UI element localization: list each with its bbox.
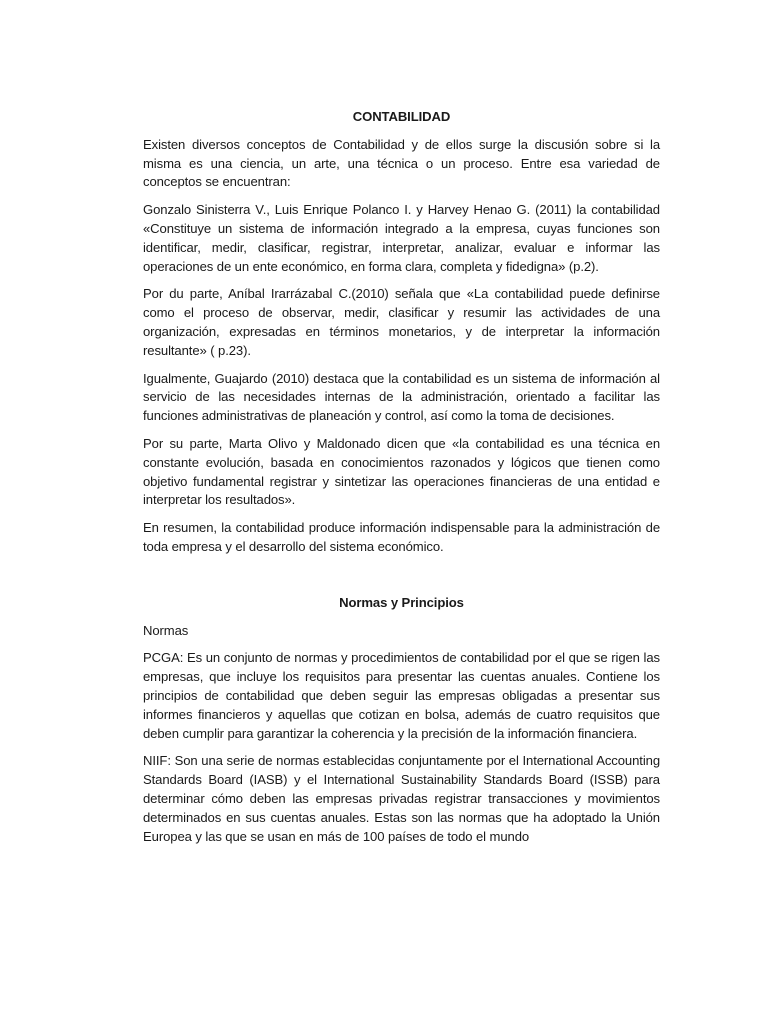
paragraph-niif: NIIF: Son una serie de normas establecidas conjuntamente por el International Accounting Standards Board (IASB) y el International Sustainability Standards Board (ISSB) para determinar cómo deben las empresas privadas registrar transacciones y movimientos determinados en sus cuentas anuales. Estas son las normas que ha adoptado la Unión Europea y las que se usan en más de 100 países de todo el mundo [143,753,660,844]
paragraph-guajardo: Igualmente, Guajardo (2010) destaca que la contabilidad es un sistema de información al servicio de las necesidades internas de la administración, orientado a facilitar las funciones administrativas de planeación y control, así como la toma de decisiones. [143,370,660,424]
paragraph-resumen: En resumen, la contabilidad produce información indispensable para la administración de toda empresa y el desarrollo del sistema económico. [143,520,660,554]
paragraph-sinisterra: Gonzalo Sinisterra V., Luis Enrique Polanco I. y Harvey Henao G. (2011) la contabilidad «Constituye un sistema de información integrado a la empresa, cuyas funciones son identificar, medir, clasificar, registrar, interpretar, analizar, evaluar e informar las operaciones de un ente económico, en forma clara, completa y fidedigna» (p.2). [143,202,660,274]
paragraph-olivo: Por su parte, Marta Olivo y Maldonado dicen que «la contabilidad es una técnica en constante evolución, basada en conocimientos razonados y lógicos que tienen como objetivo fundamental registrar y sintetizar las operaciones financieras de una entidad e interpretar los resultados». [143,435,660,508]
section-title-normas-principios: Normas y Principios [339,594,464,610]
section-subtitle-normas: Normas [143,622,189,638]
paragraph-pcga: PCGA: Es un conjunto de normas y procedimientos de contabilidad por el que se rigen las empresas, que incluye los requisitos para presentar las cuentas anuales. Contiene los principios de contabilidad que deben seguir las empresas obligadas a presentar sus informes financieros y aquellas que cotizan en bolsa, además de cuatro requisitos que deben cumplir para garantizar la coherencia y la precisión de la información financiera. [143,650,660,741]
section-spacer [143,566,660,594]
paragraph-irarrazabal: Por du parte, Aníbal Irarrázabal C.(2010) señala que «La contabilidad puede definirse como el proceso de observar, medir, clasificar y resumir las actividades de una organización, expresadas en términos monetarios, y de interpretar la información resultante» ( p.23). [143,286,660,358]
document-body [143,108,660,855]
paragraph-intro: Existen diversos conceptos de Contabilidad y de ellos surge la discusión sobre si la misma es una ciencia, un arte, una técnica o un proceso. Entre esa variedad de conceptos se encuentran: [143,136,660,190]
document-title: CONTABILIDAD [352,109,451,124]
